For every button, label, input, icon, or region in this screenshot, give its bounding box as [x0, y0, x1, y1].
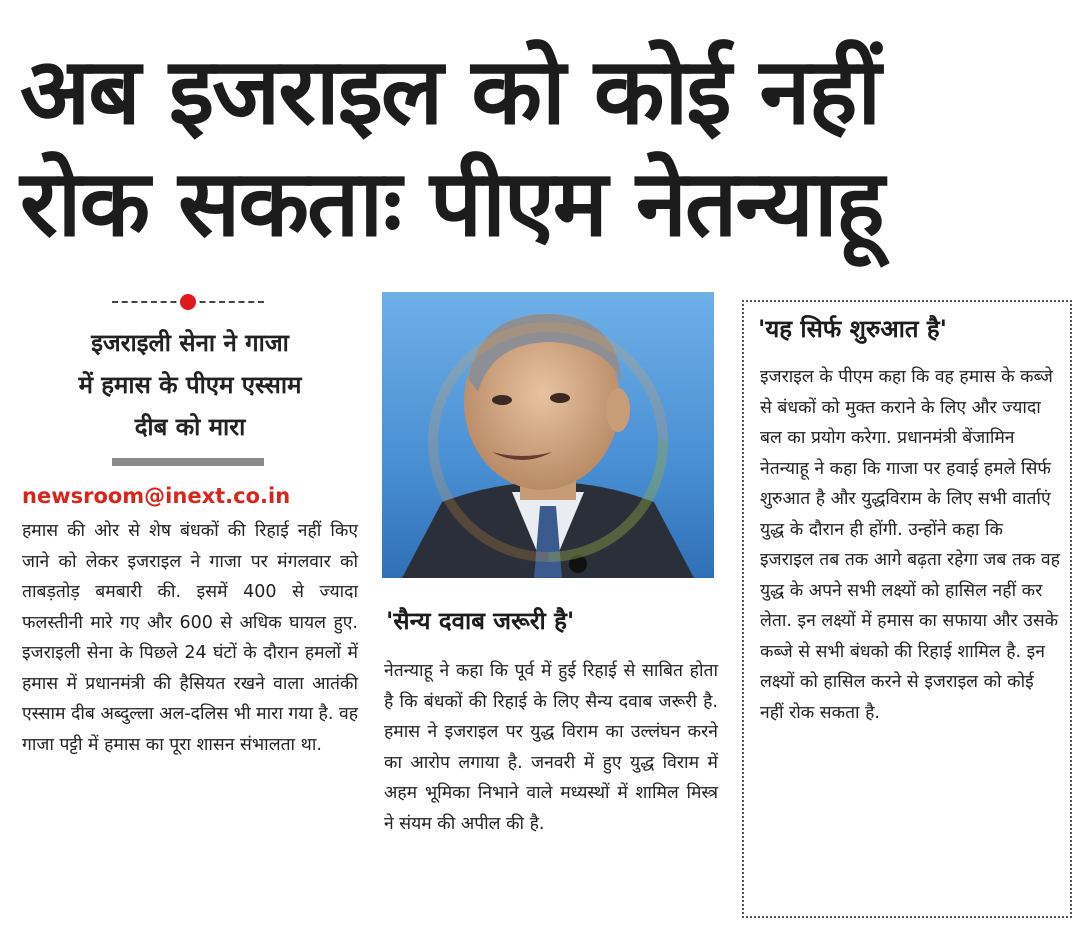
sidebar-box-body: इजराइल के पीएम कहा कि वह हमास के कब्जे से बंधकों को मुक्त कराने के लिए और ज्यादा बल का प्रयोग करेगा. प्रधानमंत्री बेंजामिन नेतन्याहू ने कहा कि गाजा पर हवाई हमले सिर्फ शुरुआत है और युद्धविराम के लिए सभी वार्ताएं युद्ध के दौरान ही होंगी. उन्होंने कहा कि इजराइल तब तक आगे बढ़ता रहेगा जब तक वह युद्ध के अपने सभी लक्ष्यों को हासिल नहीं कर लेता. इन लक्ष्यों में हमास का सफाया और उसके कब्जे से सभी बंधको की रिहाई शामिल है. इन लक्ष्यों को हासिल करने से इजराइल को कोई नहीं रोक सकता है. — [760, 367, 1060, 723]
headline-line-2: रोक सकताः पीएम नेतन्याहू — [20, 150, 883, 257]
left-subhead-line-3: दीब को मारा — [134, 413, 246, 441]
left-subhead-line-1: इजराइली सेना ने गाजा — [91, 329, 289, 357]
news-photo — [382, 292, 714, 578]
headline-line-1: अब इजराइल को कोई नहीं — [20, 38, 880, 145]
portrait-illustration — [382, 292, 714, 578]
middle-article-body: नेतन्याहू ने कहा कि पूर्व में हुई रिहाई से साबित होता है कि बंधकों की रिहाई के लिए सैन्य दवाब जरूरी है. हमास ने इजराइल पर युद्ध विराम का उल्लंघन करने का आरोप लगाया है. जनवरी में हुए युद्ध विराम में अहम भूमिका निभाने वाले मध्यस्थों में शामिल मिस्त्र ने संयम की अपील की है. — [384, 661, 718, 834]
middle-subhead: 'सैन्य दवाब जरूरी है' — [386, 607, 575, 635]
headline — [20, 36, 1060, 260]
red-dot-icon — [180, 294, 196, 310]
left-subhead-line-2: में हमास के पीएम एस्साम — [78, 371, 302, 399]
sidebar-box-title: 'यह सिर्फ शुरुआत है' — [758, 315, 947, 343]
subhead-rule — [112, 458, 264, 466]
left-article-body: हमास की ओर से शेष बंधकों की रिहाई नहीं किए जाने को लेकर इजराइल ने गाजा पर मंगलवार को ताबड़तोड़ बमबारी की. इसमें 400 से ज्यादा फलस्तीनी मारे गए और 600 से अधिक घायल हुए. इजराइली सेना के पिछले 24 घंटों के दौरान हमलों में हमास में प्रधानमंत्री की हैसियत रखने वाला आतंकी एस्साम दीब अब्दुल्ला अल-दलिस भी मारा गया है. वह गाजा पट्टी में हमास का पूरा शासन संभालता था. — [22, 521, 358, 755]
left-subhead — [30, 322, 350, 448]
byline-email: newsroom@inext.co.in — [22, 484, 291, 508]
decorative-divider — [112, 292, 264, 312]
